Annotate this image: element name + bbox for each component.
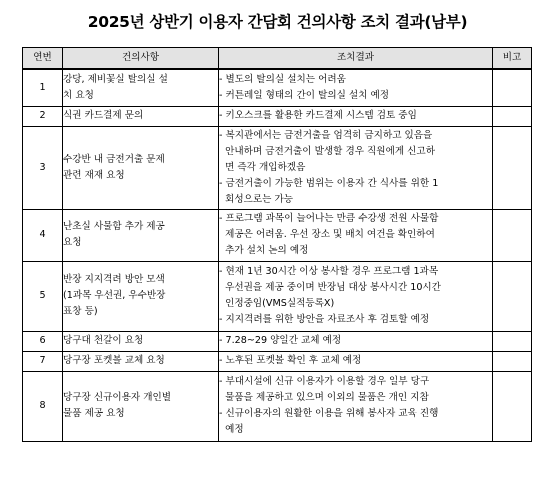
- cell-no: 6: [23, 331, 63, 351]
- cell-no: 1: [23, 69, 63, 106]
- cell-note: [493, 106, 532, 126]
- action-line: - 키오스크를 활용한 카드결제 시스템 검토 중임: [219, 110, 417, 121]
- cell-note: [493, 261, 532, 331]
- cell-item: [63, 351, 219, 371]
- cell-no: 5: [23, 261, 63, 331]
- cell-action: [219, 351, 493, 371]
- action-line: - 현재 1년 30시간 이상 봉사할 경우 프로그램 1과목: [219, 266, 439, 277]
- action-line: - 복지관에서는 금전거출을 엄격히 금지하고 있음을: [219, 129, 433, 141]
- header-action: 조치결과: [219, 48, 493, 70]
- action-line: - 프로그램 과목이 늘어나는 만큼 수강생 전원 사물함: [219, 213, 439, 224]
- cell-item: [63, 69, 219, 106]
- item-line: 수강반 내 금전거출 문제: [63, 153, 165, 165]
- item-line: 식권 카드결제 문의: [63, 110, 144, 121]
- item-line: 당구대 천갈이 요청: [63, 335, 144, 346]
- cell-item: [63, 106, 219, 126]
- action-line: - 금전거출이 가능한 범위는 이용자 간 식사를 위한 1: [219, 177, 439, 189]
- cell-item: [63, 209, 219, 261]
- action-line: 인정중임(VMS실적등록X): [219, 298, 335, 309]
- item-line: 물품 제공 요청: [63, 408, 125, 419]
- item-line: 표창 등): [63, 306, 98, 317]
- action-line: - 별도의 탈의실 설치는 어려움: [219, 73, 346, 85]
- header-item: 건의사항: [63, 48, 219, 70]
- item-line: (1과목 우선권, 우수반장: [63, 290, 166, 301]
- action-line: 우선권을 제공 중이며 반장님 대상 봉사시간 10시간: [219, 282, 441, 293]
- item-line: 치 요청: [63, 89, 94, 101]
- cell-no: 2: [23, 106, 63, 126]
- cell-action: [219, 126, 493, 209]
- action-line: - 부대시설에 신규 이용자가 이용할 경우 일부 당구: [219, 376, 430, 387]
- cell-note: [493, 69, 532, 106]
- action-line: 제공은 어려움. 우선 장소 및 배치 여건을 확인하여: [219, 229, 435, 240]
- cell-note: [493, 126, 532, 209]
- cell-note: [493, 209, 532, 261]
- cell-no: 7: [23, 351, 63, 371]
- table-row: [23, 331, 532, 351]
- cell-item: [63, 331, 219, 351]
- item-line: 난초실 사물함 추가 제공: [63, 221, 165, 232]
- cell-action: [219, 106, 493, 126]
- cell-action: [219, 331, 493, 351]
- cell-action: [219, 261, 493, 331]
- cell-no: 8: [23, 371, 63, 441]
- action-line: - 신규이용자의 원활한 이용을 위해 봉사자 교육 진행: [219, 408, 439, 419]
- table-body: [23, 69, 532, 441]
- cell-item: [63, 261, 219, 331]
- item-line: 강당, 제비꽃실 탈의실 설: [63, 73, 168, 85]
- action-line: 면 즉각 개입하겠음: [219, 161, 306, 173]
- cell-note: [493, 371, 532, 441]
- cell-note: [493, 331, 532, 351]
- table-row: [23, 371, 532, 441]
- cell-action: [219, 209, 493, 261]
- table-row: [23, 106, 532, 126]
- action-line: - 노후된 포켓볼 확인 후 교체 예정: [219, 355, 362, 366]
- table-row: [23, 209, 532, 261]
- cell-action: [219, 371, 493, 441]
- table-row: [23, 69, 532, 106]
- cell-action: [219, 69, 493, 106]
- item-line: 요청: [63, 237, 82, 248]
- item-line: 당구장 신규이용자 개인별: [63, 392, 172, 403]
- cell-no: 3: [23, 126, 63, 209]
- cell-no: 4: [23, 209, 63, 261]
- action-line: - 7.28~29 양일간 교체 예정: [219, 335, 342, 346]
- action-line: - 지지격려를 위한 방안을 자료조사 후 검토할 예정: [219, 314, 430, 325]
- cell-item: [63, 126, 219, 209]
- item-line: 반장 지지격려 방안 모색: [63, 274, 165, 285]
- table-row: [23, 261, 532, 331]
- header-note: 비고: [493, 48, 532, 70]
- table-row: [23, 126, 532, 209]
- table-header-row: [23, 48, 532, 70]
- document-title: 2025년 상반기 이용자 간담회 건의사항 조치 결과(남부): [87, 13, 468, 31]
- action-line: 안내하며 금전거출이 발생할 경우 직원에게 신고하: [219, 145, 435, 157]
- action-line: 예정: [219, 424, 244, 435]
- cell-note: [493, 351, 532, 371]
- item-line: 관련 재재 요청: [63, 169, 125, 181]
- results-table: [22, 47, 532, 442]
- item-line: 당구장 포켓볼 교체 요청: [63, 355, 165, 366]
- action-line: 회성으로는 가능: [219, 193, 294, 205]
- action-line: 물품을 제공하고 있으며 이외의 물품은 개인 지참: [219, 392, 429, 403]
- table-row: [23, 351, 532, 371]
- header-no: 연번: [23, 48, 63, 70]
- action-line: 추가 설치 논의 예정: [219, 245, 309, 256]
- action-line: - 커튼레일 형태의 간이 탈의실 설치 예정: [219, 89, 390, 101]
- cell-item: [63, 371, 219, 441]
